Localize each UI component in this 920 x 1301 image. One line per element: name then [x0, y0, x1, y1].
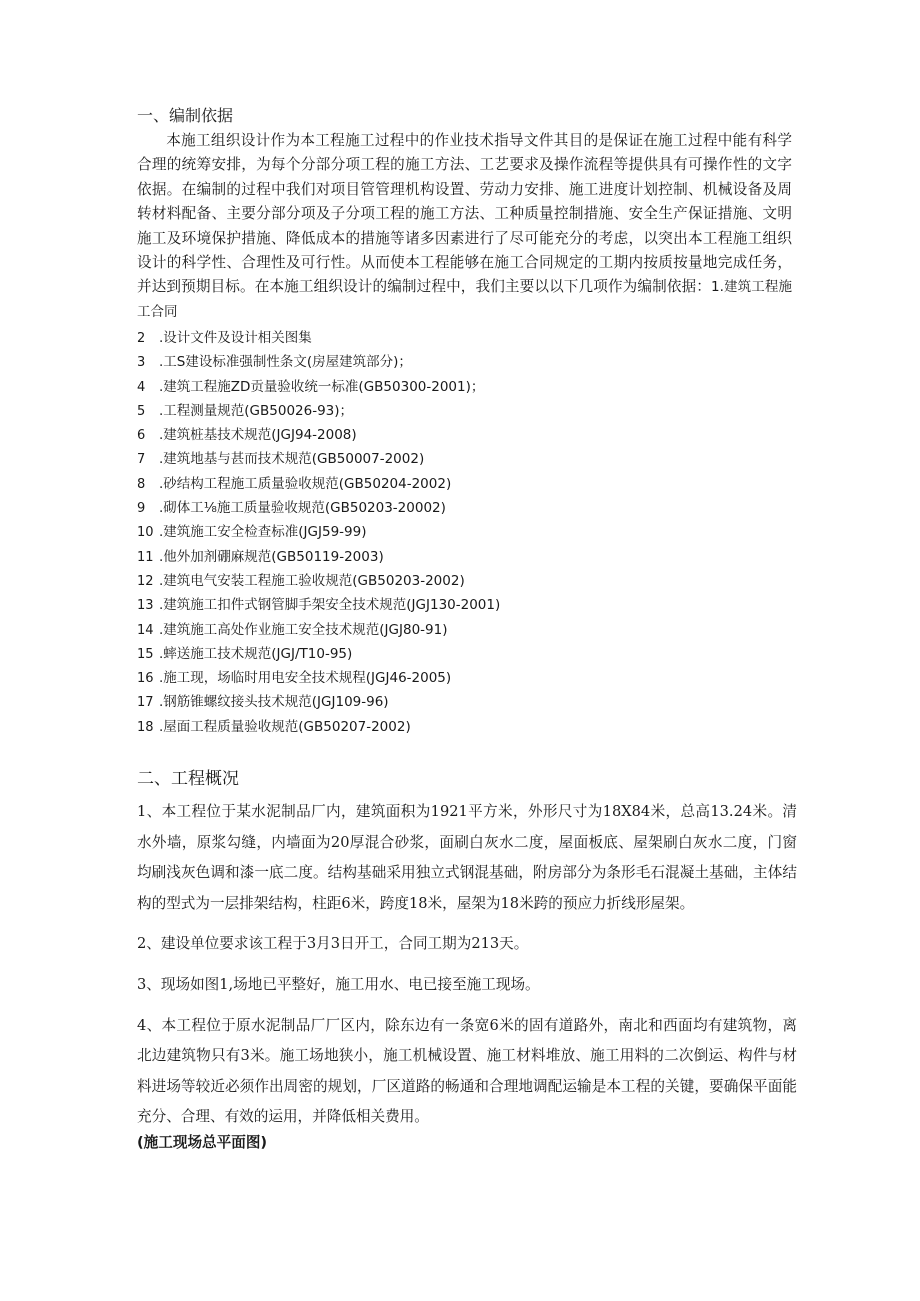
- overview-paragraph-4: 4、本工程位于原水泥制品厂厂区内，除东边有一条宽6米的固有道路外，南北和西面均有建筑物，离北边建筑物只有3米。施工场地狭小，施工机械设置、施工材料堆放、施工用料的二次倒运、构件与材料进场等较近必须作出周密的规划，厂区道路的畅通和合理地调配运输是本工程的关键，要确保平面能充分、合理、有效的运用，并降低相关费用。: [137, 1016, 797, 1126]
- site-plan-caption: (施工现场总平面图): [137, 1134, 268, 1151]
- reference-text: .设计文件及设计相关图集: [159, 330, 312, 346]
- reference-number: 3: [137, 355, 146, 371]
- reference-number: 18: [137, 719, 154, 735]
- reference-item: [137, 399, 500, 423]
- reference-number: 15: [137, 646, 154, 662]
- overview-body: [137, 797, 797, 1143]
- reference-number: 6: [137, 428, 146, 444]
- reference-number: 11: [137, 549, 154, 565]
- reference-text: .建筑地基与甚而技术规范(GB50007-2002): [159, 451, 425, 468]
- reference-text: .砌体工⅛施工质量验收规范(GB50203-20002): [159, 500, 446, 517]
- reference-text: .建筑施工高处作业施工安全技术规范(JGJ80-91): [159, 621, 448, 638]
- basis-intro-text: 本施工组织设计作为本工程施工过程中的作业技术指导文件其目的是保证在施工过程中能有科学合理的统筹安排，为每个分部分项工程的施工方法、工艺要求及操作流程等提供具有可操作性的文字依据。在编制的过程中我们对项目管管理机构设置、劳动力安排、施工进度计划控制、机械设备及周转材料配备、主要分部分项及子分项工程的施工方法、工种质量控制措施、安全生产保证措施、文明施工及环境保护措施、降低成本的措施等诸多因素进行了尽可能充分的考虑，以突出本工程施工组织设计的科学性、合理性及可行性。从而使本工程能够在施工合同规定的工期内按质按量地完成任务，并达到预期目标。在本施工组织设计的编制过程中，我们主要以以下几项作为编制依据：: [137, 132, 792, 296]
- reference-item: [137, 447, 500, 471]
- section-heading-basis: 一、编制依据: [137, 106, 234, 125]
- reference-item: [137, 423, 500, 447]
- reference-text: .蟀送施工技术规范(JGJ/T10-95): [159, 645, 353, 662]
- reference-number: 12: [137, 573, 154, 589]
- reference-text: .工S建设标准强制性条文(房屋建筑部分)；: [159, 354, 412, 371]
- reference-number: 9: [137, 501, 146, 517]
- reference-item: [137, 666, 500, 690]
- reference-number: 4: [137, 379, 146, 395]
- reference-text: .建筑桩基技术规范(JGJ94-2008): [159, 427, 357, 444]
- reference-text: .他外加剂硼麻规范(GB50119-2003): [159, 548, 384, 565]
- reference-item: [137, 715, 500, 739]
- basis-intro-paragraph: [137, 129, 792, 324]
- reference-item: [137, 472, 500, 496]
- reference-item: [137, 496, 500, 520]
- reference-number: 2: [137, 331, 146, 346]
- reference-text: .建筑施工扣件式钢管脚手架安全技术规范(JGJ130-2001): [159, 597, 501, 614]
- reference-text: .建筑工程施ZD贡量验收统一标准(GB50300-2001)；: [159, 378, 485, 395]
- reference-number: 8: [137, 476, 146, 492]
- reference-item: [137, 350, 500, 374]
- reference-text: .砂结构工程施工质量验收规范(GB50204-2002): [159, 475, 452, 492]
- reference-item: [137, 375, 500, 399]
- reference-item: [137, 690, 500, 714]
- reference-text: .钢筋锥螺纹接头技术规范(JGJ109-96): [159, 694, 389, 711]
- reference-text: .工程测量规范(GB50026-93)；: [159, 402, 354, 419]
- reference-number: 7: [137, 452, 146, 468]
- reference-number: 13: [137, 598, 154, 614]
- overview-paragraph-3: 3、现场如图1,场地已平整好，施工用水、电已接至施工现场。: [137, 975, 540, 993]
- reference-item: [137, 545, 500, 569]
- reference-item: [137, 520, 500, 544]
- reference-number: 10: [137, 525, 154, 541]
- reference-text: .施工现，场临时用电安全技术规程(JGJ46-2005): [159, 670, 452, 687]
- reference-number: 17: [137, 695, 154, 711]
- reference-text: .建筑电气安装工程施工验收规范(GB50203-2002): [159, 572, 465, 589]
- reference-list: [137, 326, 500, 739]
- reference-item: [137, 326, 500, 350]
- reference-item: [137, 618, 500, 642]
- reference-item-1: 1.建筑工程施工合同: [137, 279, 792, 320]
- overview-paragraph-2: 2、建设单位要求该工程于3月3日开工，合同工期为213天。: [137, 935, 529, 953]
- reference-item: [137, 642, 500, 666]
- reference-item: [137, 593, 500, 617]
- reference-text: .屋面工程质量验收规范(GB50207-2002): [159, 718, 411, 735]
- reference-number: 14: [137, 622, 154, 638]
- reference-item: [137, 569, 500, 593]
- reference-number: 16: [137, 671, 154, 687]
- reference-number: 5: [137, 403, 146, 419]
- overview-paragraph-1: 1、本工程位于某水泥制品厂内，建筑面积为1921平方米，外形尺寸为18X84米，总高13.24米。清水外墙，原浆勾缝，内墙面为20厚混合砂浆，面刷白灰水二度，屋面板底、屋架刷白灰水二度，门窗均刷浅灰色调和漆一底二度。结构基础采用独立式钢混基础，附房部分为条形毛石混凝土基础，主体结构的型式为一层排架结构，柱距6米，跨度18米，屋架为18米跨的预应力折线形屋架。: [137, 803, 797, 912]
- section-heading-overview: 二、工程概况: [137, 769, 239, 789]
- reference-text: .建筑施工安全检查标准(JGJ59-99): [159, 524, 367, 541]
